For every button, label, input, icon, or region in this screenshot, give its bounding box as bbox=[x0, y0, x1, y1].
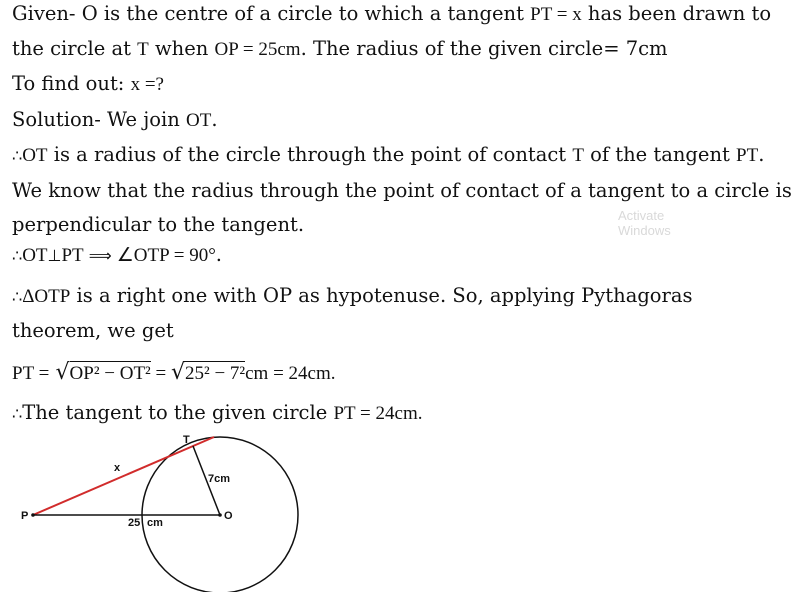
text: Given- O is the centre of a circle to which a tangent bbox=[12, 2, 531, 25]
ot-symbol: OT bbox=[22, 245, 48, 266]
x-query: x =? bbox=[130, 74, 164, 95]
result: cm = 24cm. bbox=[245, 363, 336, 384]
text: is a radius of the circle through the point of contact bbox=[47, 143, 573, 166]
text: of the tangent bbox=[583, 143, 737, 166]
text: We know that the radius through the point of contact of a tangent to a circle is bbox=[12, 179, 792, 202]
eq-value: = 25cm bbox=[238, 39, 301, 60]
point-p bbox=[31, 513, 35, 517]
text: The tangent to the given circle bbox=[22, 401, 334, 424]
text: has been drawn to bbox=[581, 2, 772, 25]
text: Solution- We join bbox=[12, 108, 187, 131]
sqrt-symbol: √ bbox=[55, 360, 70, 385]
perpendicular-symbol: ⊥ bbox=[47, 246, 62, 265]
point-o bbox=[218, 513, 222, 517]
eq-x: = x bbox=[552, 4, 582, 25]
text: . bbox=[211, 108, 218, 131]
text: the circle at bbox=[12, 37, 138, 60]
radicand-2: 25² − 7² bbox=[185, 363, 246, 384]
pt-symbol: PT bbox=[61, 245, 84, 266]
ot-symbol: OT bbox=[22, 145, 48, 166]
therefore-symbol: ∴ bbox=[12, 404, 23, 423]
label-distance: 25 bbox=[128, 517, 141, 529]
angle-statement: ∠OTP = 90° bbox=[116, 245, 216, 266]
label-x: x bbox=[114, 462, 121, 474]
text: is a right one with OP as hypotenuse. So, applying Pythagoras bbox=[70, 284, 693, 307]
text: . bbox=[215, 243, 222, 266]
tangent-line bbox=[33, 437, 214, 515]
therefore-symbol: ∴ bbox=[12, 246, 23, 265]
watermark: Activate Windows bbox=[618, 208, 671, 238]
ot-symbol: OT bbox=[186, 110, 212, 131]
radicand-1: OP² − OT² bbox=[69, 363, 151, 384]
pt-symbol: PT bbox=[736, 145, 759, 166]
text: . The radius of the given circle= 7cm bbox=[300, 37, 668, 60]
label-radius: 7cm bbox=[208, 473, 231, 485]
sqrt-symbol: √ bbox=[170, 360, 186, 385]
label-p: P bbox=[21, 510, 29, 522]
implies-symbol: ⟹ bbox=[83, 246, 117, 265]
triangle-symbol: ΔOTP bbox=[22, 286, 71, 307]
text: perpendicular to the tangent. bbox=[12, 213, 305, 236]
text: To find out: bbox=[12, 72, 131, 95]
label-t: T bbox=[183, 434, 190, 446]
op-symbol: OP bbox=[214, 39, 239, 60]
pt-symbol: PT bbox=[530, 4, 552, 25]
therefore-symbol: ∴ bbox=[12, 146, 23, 165]
text: when bbox=[148, 37, 215, 60]
label-distance-unit: cm bbox=[147, 517, 163, 529]
therefore-symbol: ∴ bbox=[12, 287, 23, 306]
text: . bbox=[758, 143, 765, 166]
eq-value: = 24cm. bbox=[355, 403, 423, 424]
pt-symbol: PT bbox=[333, 403, 356, 424]
t-symbol: T bbox=[137, 39, 149, 60]
pt-equals: PT = bbox=[12, 363, 50, 384]
text: theorem, we get bbox=[12, 319, 174, 342]
equals: = bbox=[150, 363, 171, 384]
label-o: O bbox=[224, 510, 233, 522]
t-symbol: T bbox=[572, 145, 584, 166]
